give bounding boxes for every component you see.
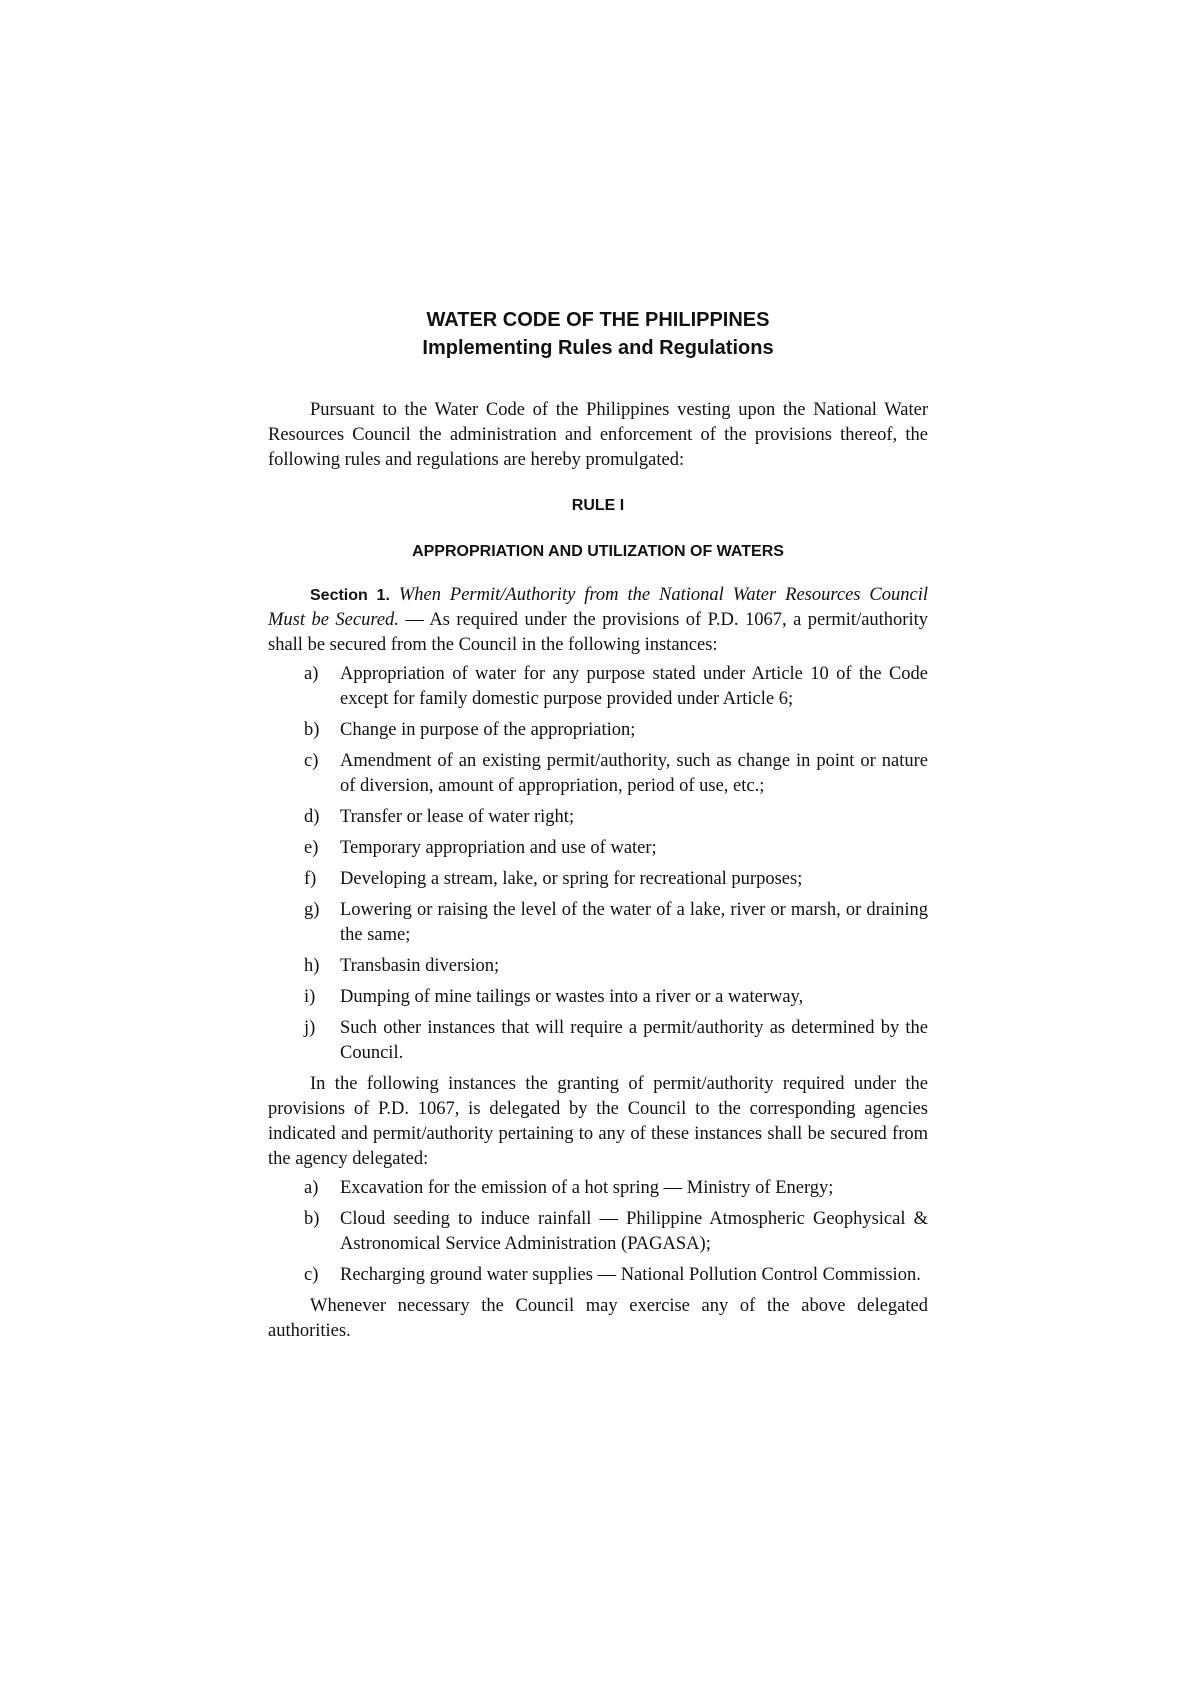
list-marker: c) [304, 1265, 319, 1285]
list-marker: j) [304, 1018, 316, 1038]
list-item [268, 954, 928, 979]
delegated-list [268, 1176, 928, 1288]
delegation-paragraph: In the following instances the granting of permit/authority required under the provisions of P.D. 1067, is delegated by the Council to the corresponding agencies indicated and permit/authority pertaining to any of these instances shall be secured from the agency delegated: [268, 1074, 928, 1169]
list-item [268, 1207, 928, 1257]
list-item-text: Such other instances that will require a permit/authority as determined by the Council. [340, 1018, 928, 1063]
list-item [268, 1016, 928, 1066]
list-item [268, 718, 928, 743]
list-item [268, 836, 928, 861]
rule-heading: RULE I [571, 497, 625, 514]
list-marker: a) [304, 1178, 319, 1198]
document-content [268, 306, 928, 1344]
list-item-text: Appropriation of water for any purpose stated under Article 10 of the Code except for family domestic purpose provided under Article 6; [340, 664, 928, 709]
list-item-text: Cloud seeding to induce rainfall — Philippine Atmospheric Geophysical & Astronomical Service Administration (PAGASA); [340, 1209, 928, 1254]
list-marker: h) [304, 956, 320, 976]
section-title: When Permit/Authority from the National Water Resources Council Must be Secured. [268, 585, 929, 630]
list-marker: i) [304, 987, 316, 1007]
instances-list [268, 662, 928, 1066]
rule-subheading: APPROPRIATION AND UTILIZATION OF WATERS [412, 543, 784, 560]
list-marker: d) [304, 807, 320, 827]
list-item-text: Dumping of mine tailings or wastes into a river or a waterway, [340, 987, 804, 1007]
section-label: Section 1. [310, 587, 390, 604]
list-item [268, 985, 928, 1010]
list-marker: c) [304, 751, 319, 771]
list-marker: b) [304, 720, 320, 740]
list-item-text: Recharging ground water supplies — National Pollution Control Commission. [340, 1265, 921, 1285]
list-item-text: Amendment of an existing permit/authority, such as change in point or nature of diversion, amount of appropriation, period of use, etc.; [340, 751, 928, 796]
document-title [268, 306, 928, 362]
list-item-text: Temporary appropriation and use of water; [340, 838, 657, 858]
intro-paragraph: Pursuant to the Water Code of the Philippines vesting upon the National Water Resources Council the administration and enforcement of the provisions thereof, the following rules and regulations are hereby promulgated: [268, 400, 928, 470]
list-item [268, 1263, 928, 1288]
closing-paragraph: Whenever necessary the Council may exercise any of the above delegated authorities. [268, 1296, 928, 1341]
list-marker: a) [304, 664, 319, 684]
list-marker: g) [304, 900, 320, 920]
list-item [268, 662, 928, 712]
list-marker: e) [304, 838, 319, 858]
section-body: — As required under the provisions of P.D. 1067, a permit/authority shall be secured from the Council in the following instances: [268, 610, 928, 655]
list-item [268, 805, 928, 830]
list-item [268, 749, 928, 799]
list-marker: b) [304, 1209, 320, 1229]
list-item-text: Transbasin diversion; [340, 956, 500, 976]
list-item-text: Excavation for the emission of a hot spring — Ministry of Energy; [340, 1178, 834, 1198]
list-item [268, 898, 928, 948]
list-item-text: Transfer or lease of water right; [340, 807, 575, 827]
list-item [268, 1176, 928, 1201]
list-item-text: Change in purpose of the appropriation; [340, 720, 636, 740]
list-item [268, 867, 928, 892]
list-item-text: Lowering or raising the level of the water of a lake, river or marsh, or draining the same; [340, 900, 928, 945]
list-marker: f) [304, 869, 317, 889]
section-1-paragraph [268, 583, 928, 658]
title-line-1: WATER CODE OF THE PHILIPPINES [426, 309, 770, 331]
list-item-text: Developing a stream, lake, or spring for recreational purposes; [340, 869, 803, 889]
title-line-2: Implementing Rules and Regulations [422, 337, 774, 359]
